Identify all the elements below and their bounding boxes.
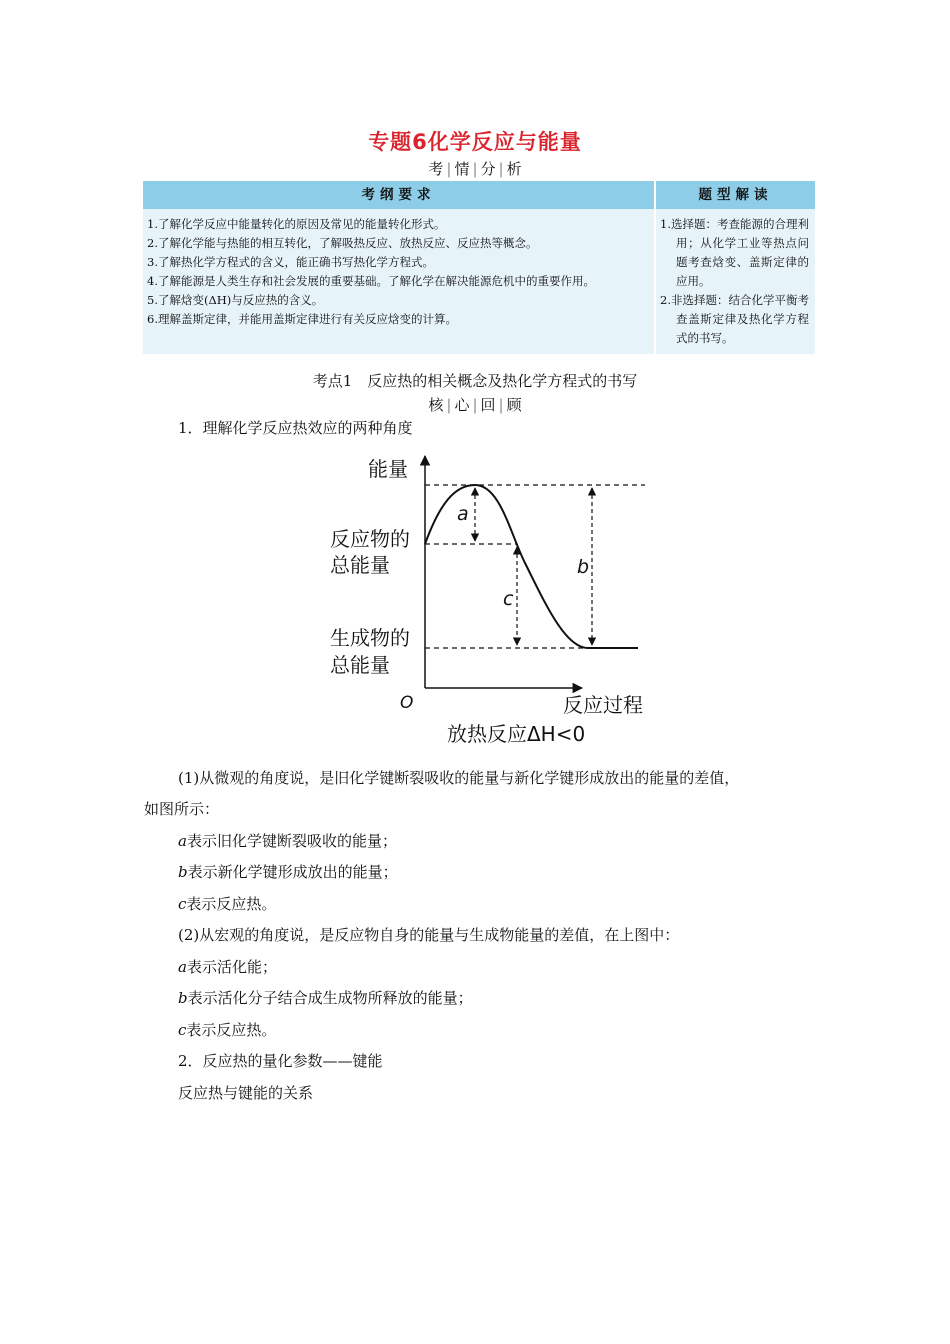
reactants-label-line2: 总能量	[330, 553, 390, 577]
requirements-cell	[143, 209, 655, 354]
x-axis-label: 反应过程	[563, 693, 643, 717]
products-label-line2: 总能量	[330, 653, 390, 677]
macro-item-b: b表示活化分子结合成生成物所释放的能量；	[178, 989, 473, 1007]
para2: (2)从宏观的角度说，是反应物自身的能量与生成物能量的差值，在上图中：	[178, 926, 680, 944]
macro-item-a: a表示活化能；	[178, 958, 277, 976]
topic-heading: 考点1 反应热的相关概念及热化学方程式的书写	[312, 372, 638, 390]
requirement-item: 3.了解热化学方程式的含义，能正确书写热化学方程式。	[147, 255, 434, 269]
micro-item-b: b表示新化学键形成放出的能量；	[178, 863, 398, 881]
micro-item-c: c表示反应热。	[178, 895, 277, 913]
requirement-item: 4.了解能源是人类生存和社会发展的重要基础。了解化学在解决能源危机中的重要作用。	[147, 274, 595, 288]
interpretation-cell	[655, 209, 815, 354]
label-b: b	[577, 556, 590, 578]
micro-item-a: a表示旧化学键断裂吸收的能量；	[178, 832, 397, 850]
requirement-item: 5.了解焓变(ΔH)与反应热的含义。	[147, 293, 324, 307]
reactants-label-line1: 反应物的	[330, 527, 410, 551]
section-label-analysis: 考 | 情 | 分 | 析	[428, 160, 522, 178]
interpretation-item: 1.选择题：考查能源的合理利用；从化学工业等热点问题考查焓变、盖斯定律的应用。	[660, 217, 809, 288]
table-header-requirements: 考纲要求	[143, 181, 655, 209]
y-axis-label: 能量	[368, 457, 408, 481]
macro-item-c: c表示反应热。	[178, 1021, 277, 1039]
label-a: a	[457, 503, 469, 525]
para1-line2: 如图所示：	[144, 800, 220, 818]
label-c: c	[503, 588, 514, 610]
table-header-interpretation: 题型解读	[655, 181, 815, 209]
para1-line1: (1)从微观的角度说，是旧化学键断裂吸收的能量与新化学键形成放出的能量的差值，	[178, 769, 740, 787]
requirement-item: 2.了解化学能与热能的相互转化，了解吸热反应、放热反应、反应热等概念。	[147, 236, 538, 250]
requirement-item: 1.了解化学反应中能量转化的原因及常见的能量转化形式。	[147, 217, 446, 231]
page-title: 专题6化学反应与能量	[368, 130, 582, 154]
heading-bond-energy: 2．反应热的量化参数——键能	[178, 1052, 383, 1070]
interpretation-item: 2.非选择题：结合化学平衡考查盖斯定律及热化学方程式的书写。	[660, 293, 809, 345]
requirement-item: 6.理解盖斯定律，并能用盖斯定律进行有关反应焓变的计算。	[147, 312, 457, 326]
requirements-table	[143, 181, 815, 354]
energy-diagram	[320, 448, 660, 750]
section-label-review: 核 | 心 | 回 | 顾	[428, 396, 522, 414]
heading-relationship: 反应热与键能的关系	[178, 1084, 314, 1102]
products-label-line1: 生成物的	[330, 626, 410, 650]
origin-label: O	[400, 693, 414, 713]
diagram-caption: 放热反应ΔH<0	[447, 722, 586, 746]
heading-two-perspectives: 1．理解化学反应热效应的两种角度	[178, 419, 413, 437]
